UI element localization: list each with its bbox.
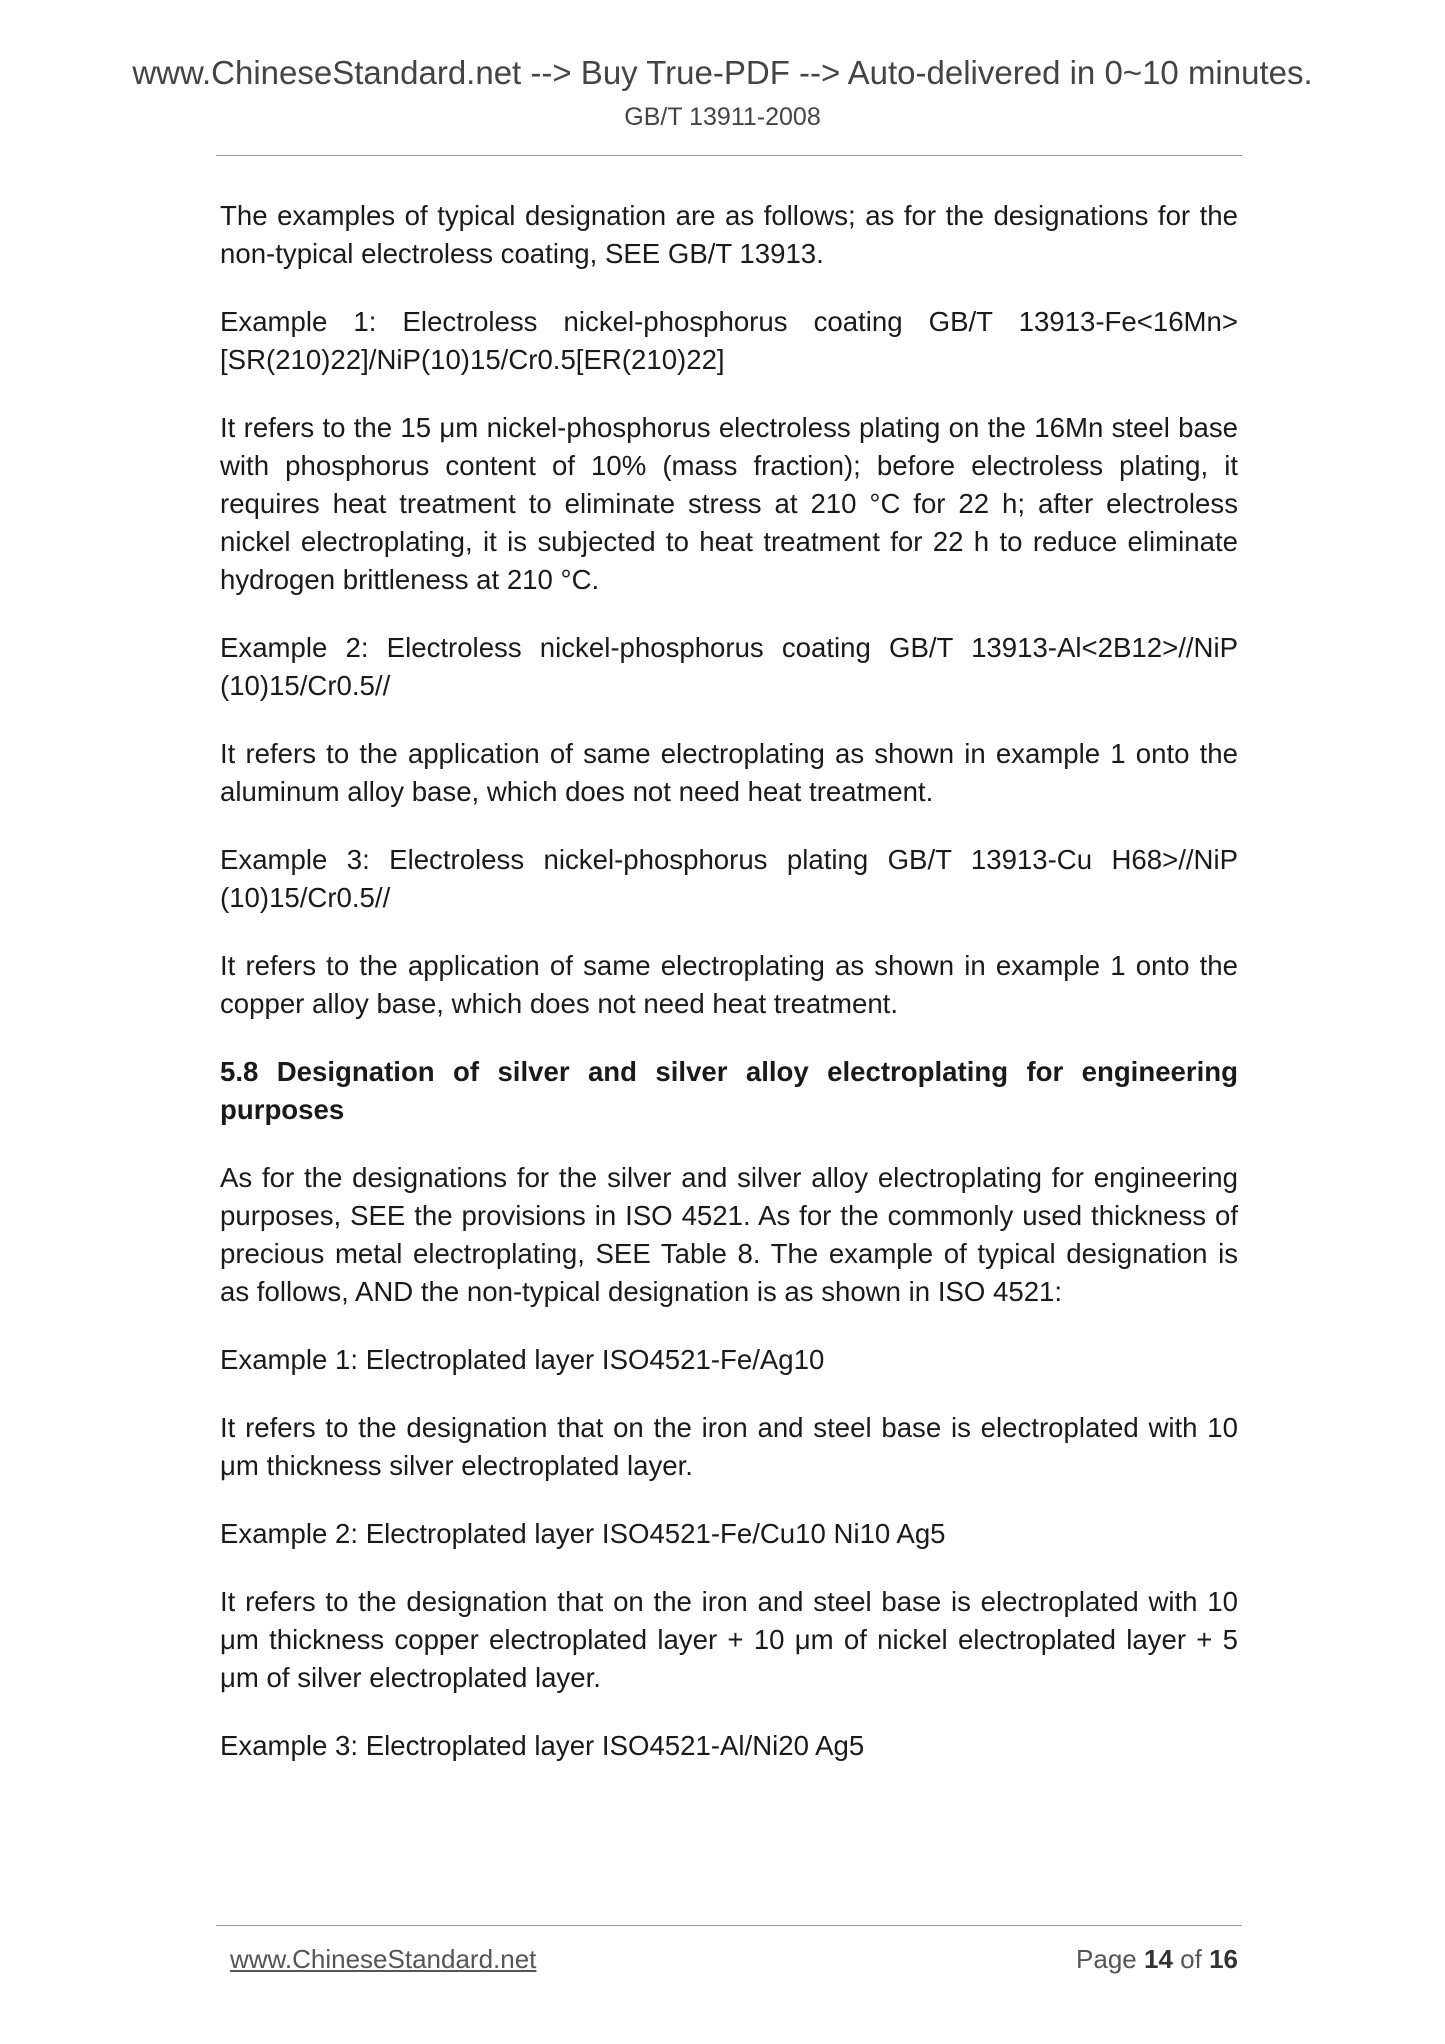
page-label: Page [1076,1944,1137,1974]
paragraph-silver-example-2-explanation: It refers to the designation that on the iron and steel base is electroplated with 10 μm thickness copper electroplated layer + 10 μm of nickel electroplated layer + 5 μm of silver electroplated layer. [220,1586,1238,1693]
paragraph-silver-example-1-explanation: It refers to the designation that on the iron and steel base is electroplated with 10 μm thickness silver electroplated layer. [220,1412,1238,1481]
page-of-label: of [1180,1944,1202,1974]
paragraph-section-5-8-intro: As for the designations for the silver and silver alloy electroplating for engineering purposes, SEE the provisions in ISO 4521. As for the commonly used thickness of precious metal electroplating, SEE Table 8. The example of typical designation is as follows, AND the non-typical designation is as shown in ISO 4521: [220,1162,1238,1307]
paragraph-example-1: Example 1: Electroless nickel-phosphorus coating GB/T 13913-Fe<16Mn> [SR(210)22]/NiP(10)15/Cr0.5[ER(210)22] [220,306,1238,375]
page-number [1076,1944,1238,1975]
paragraph-example-3: Example 3: Electroless nickel-phosphorus plating GB/T 13913-Cu H68>//NiP (10)15/Cr0.5// [220,844,1238,913]
page-current: 14 [1144,1944,1173,1974]
footer-website-link[interactable]: www.ChineseStandard.net [230,1944,537,1974]
paragraph-intro: The examples of typical designation are as follows; as for the designations for the non-typical electroless coating, SEE GB/T 13913. [220,200,1238,269]
header-divider [216,155,1242,156]
paragraph-example-3-explanation: It refers to the application of same electroplating as shown in example 1 onto the copper alloy base, which does not need heat treatment. [220,950,1238,1019]
paragraph-example-2: Example 2: Electroless nickel-phosphorus coating GB/T 13913-Al<2B12>//NiP (10)15/Cr0.5// [220,632,1238,701]
header-banner: www.ChineseStandard.net --> Buy True-PDF --> Auto-delivered in 0~10 minutes. [132,54,1313,91]
page-body [220,197,1238,1795]
paragraph-example-1-explanation: It refers to the 15 μm nickel-phosphorus electroless plating on the 16Mn steel base with phosphorus content of 10% (mass fraction); before electroless plating, it requires heat treatment to eliminate stress at 210 °C for 22 h; after electroless nickel electroplating, it is subjected to heat treatment for 22 h to reduce eliminate hydrogen brittleness at 210 °C. [220,412,1238,595]
footer-divider [216,1925,1242,1926]
page-total: 16 [1209,1944,1238,1974]
document-code: GB/T 13911-2008 [624,103,821,131]
paragraph-silver-example-1: Example 1: Electroplated layer ISO4521-Fe/Ag10 [220,1344,825,1375]
section-heading-5-8: 5.8 Designation of silver and silver alloy electroplating for engineering purposes [220,1056,1238,1125]
paragraph-silver-example-3: Example 3: Electroplated layer ISO4521-Al/Ni20 Ag5 [220,1730,865,1761]
paragraph-silver-example-2: Example 2: Electroplated layer ISO4521-Fe/Cu10 Ni10 Ag5 [220,1518,946,1549]
paragraph-example-2-explanation: It refers to the application of same electroplating as shown in example 1 onto the aluminum alloy base, which does not need heat treatment. [220,738,1238,807]
